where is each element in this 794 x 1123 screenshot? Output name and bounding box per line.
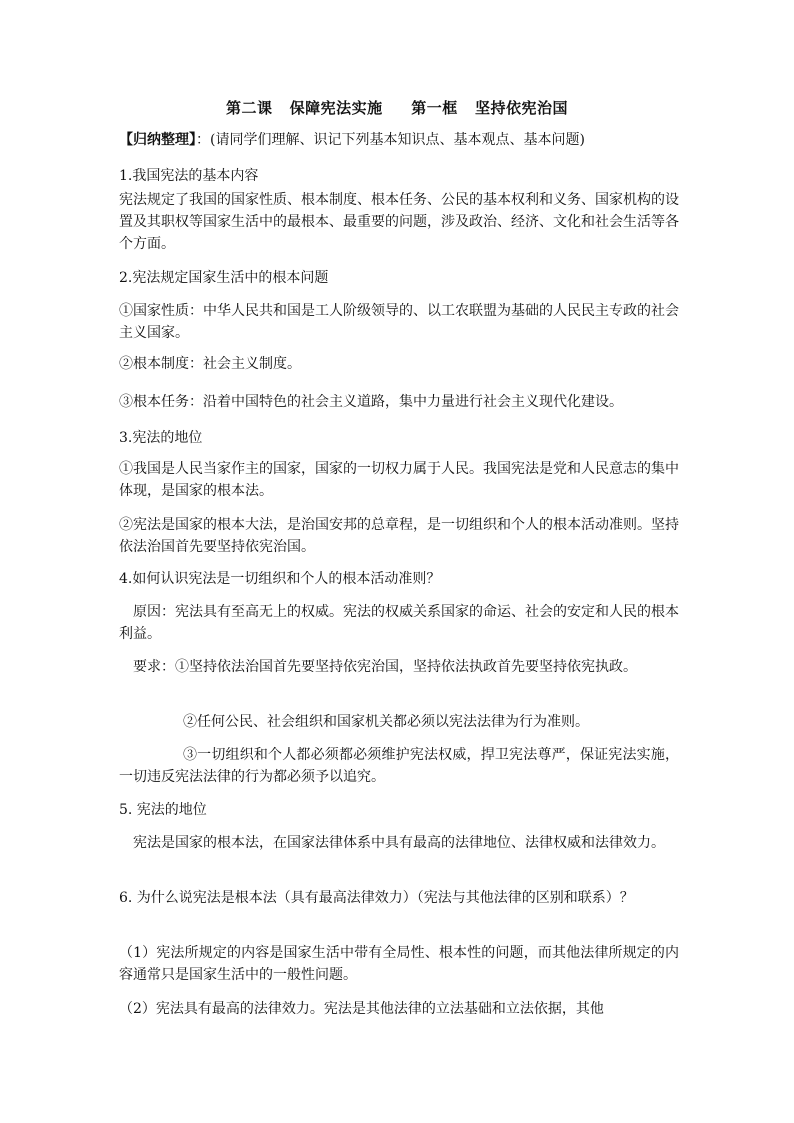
section-heading-3: 3.宪法的地位: [119, 430, 203, 446]
paragraph-difference-1: （1）宪法所规定的内容是国家生活中带有全局性、根本性的问题，而其他法律所规定的内容通常只是国家生活中的一般性问题。: [119, 945, 679, 983]
paragraph-reason: 原因：宪法具有至高无上的权威。宪法的权威关系国家的命运、社会的安定和人民的根本利益。: [119, 604, 679, 642]
paragraph-requirement-3: ③一切组织和个人都必须都必须维护宪法权威，捍卫宪法尊严，保证宪法实施，一切违反宪法法律的行为都必须予以追究。: [119, 747, 679, 785]
section-heading-1: 1.我国宪法的基本内容: [119, 168, 259, 184]
paragraph-status-2: ②宪法是国家的根本大法，是治国安邦的总章程，是一切组织和个人的根本活动准则。坚持依法治国首先要坚持依宪治国。: [119, 517, 679, 555]
paragraph-constitution-content: 宪法规定了我国的国家性质、根本制度、根本任务、公民的基本权利和义务、国家机构的设置及其职权等国家生活中的最根本、最重要的问题，涉及政治、经济、文化和社会生活等各个方面。: [119, 192, 679, 252]
section-heading-5: 5. 宪法的地位: [119, 802, 207, 818]
summary-line: [119, 129, 679, 151]
paragraph-basic-system: ②根本制度：社会主义制度。: [119, 356, 301, 372]
paragraph-difference-2: （2）宪法具有最高的法律效力。宪法是其他法律的立法基础和立法依据，其他: [119, 1001, 604, 1017]
paragraph-state-nature: ①国家性质：中华人民共和国是工人阶级领导的、以工农联盟为基础的人民民主专政的社会主义国家。: [119, 303, 679, 341]
paragraph-status-1: ①我国是人民当家作主的国家，国家的一切权力属于人民。我国宪法是党和人民意志的集中体现，是国家的根本法。: [119, 461, 679, 499]
section-heading-4: 4.如何认识宪法是一切组织和个人的根本活动准则？: [119, 571, 441, 587]
paragraph-supreme-law: 宪法是国家的根本法，在国家法律体系中具有最高的法律地位、法律权威和法律效力。: [133, 835, 665, 851]
section-heading-2: 2.宪法规定国家生活中的根本问题: [119, 270, 329, 286]
paragraph-requirement-1: 要求：①坚持依法治国首先要坚持依宪治国，坚持依法执政首先要坚持依宪执政。: [133, 659, 637, 675]
summary-note: ：(请同学们理解、识记下列基本知识点、基本观点、基本问题): [196, 132, 585, 148]
paragraph-fundamental-task: ③根本任务：沿着中国特色的社会主义道路，集中力量进行社会主义现代化建设。: [119, 394, 623, 410]
paragraph-requirement-2: ②任何公民、社会组织和国家机关都必须以宪法法律为行为准则。: [183, 714, 589, 730]
summary-heading: 【归纳整理】: [119, 132, 196, 148]
document-title: 第二课 保障宪法实施 第一框 坚持依宪治国: [226, 99, 568, 117]
section-heading-6: 6. 为什么说宪法是根本法（具有最高法律效力）（宪法与其他法律的区别和联系）？: [119, 890, 634, 906]
